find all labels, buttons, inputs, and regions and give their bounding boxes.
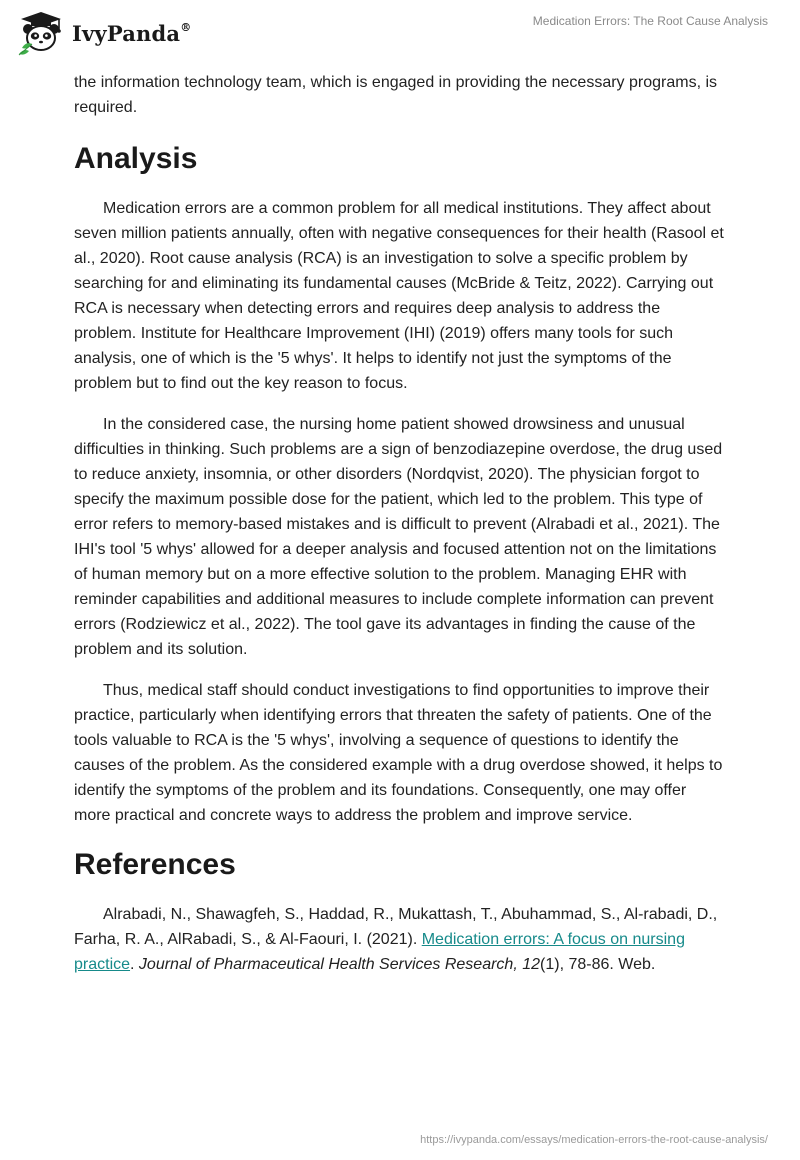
reference-journal: Journal of Pharmaceutical Health Services Research, 12 [138, 956, 541, 973]
registered-mark: ® [180, 20, 192, 34]
reference-issue-pages: (1), 78-86. Web. [540, 956, 656, 973]
continued-paragraph: the information technology team, which is engaged in providing the necessary programs, is required. [74, 74, 718, 116]
essay-content [74, 70, 726, 977]
reference-authors: Alrabadi, N., Shawagfeh, S., Haddad, R., Mukattash, T., Abuhammad, S., Al-rabadi, D., Farha, R. A., AlRabadi, S., & Al-Faouri, I. (2021). [74, 906, 718, 948]
brand-name: IvyPanda® [72, 20, 192, 46]
analysis-paragraph-2: In the considered case, the nursing home patient showed drowsiness and unusual difficulties in thinking. Such problems are a sign of benzodiazepine overdose, the drug used to reduce anxiety, insomnia, or other disorders (Nordqvist, 2020). The physician forgot to specify the maximum possible dose for the patient, which led to the problem. This type of error refers to memory-based mistakes and is difficult to prevent (Alrabadi et al., 2021). The IHI's tool '5 whys' allowed for a deeper analysis and focused attention not on the limitations of human memory but on a more effective solution to the problem. Managing EHR with reminder capabilities and additional measures to include complete information can prevent errors (Rodziewicz et al., 2022). The tool gave its advantages in finding the cause of the problem and its solution. [74, 416, 723, 658]
source-url[interactable]: https://ivypanda.com/essays/medication-errors-the-root-cause-analysis/ [420, 1134, 768, 1146]
document-title: Medication Errors: The Root Cause Analysis [532, 14, 768, 28]
reference-link[interactable]: Medication errors: A focus on nursing practice [74, 931, 685, 973]
ivypanda-logo[interactable] [16, 8, 191, 58]
page-header [0, 0, 800, 64]
reference-separator: . [130, 956, 139, 973]
analysis-heading: Analysis [74, 142, 198, 175]
panda-graduate-icon [16, 8, 66, 58]
references-heading: References [74, 848, 236, 881]
analysis-paragraph-3: Thus, medical staff should conduct investigations to find opportunities to improve their practice, particularly when identifying errors that threaten the safety of patients. One of the tools valuable to RCA is the '5 whys', involving a sequence of questions to identify the causes of the problem. As the considered example with a drug overdose showed, it helps to identify the symptoms of the problem and its foundations. Consequently, one may offer more practical and concrete ways to address the problem and improve service. [74, 682, 723, 824]
reference-entry [74, 902, 726, 977]
analysis-paragraph-1: Medication errors are a common problem for all medical institutions. They affect about seven million patients annually, often with negative consequences for their health (Rasool et al., 2020). Root cause analysis (RCA) is an investigation to solve a specific problem by searching for and eliminating its fundamental causes (McBride & Teitz, 2022). Carrying out RCA is necessary when detecting errors and requires deep analysis to address the problem. Institute for Healthcare Improvement (IHI) (2019) offers many tools for such analysis, one of which is the '5 whys'. It helps to identify not just the symptoms of the problem but to find out the key reason to focus. [74, 200, 724, 392]
